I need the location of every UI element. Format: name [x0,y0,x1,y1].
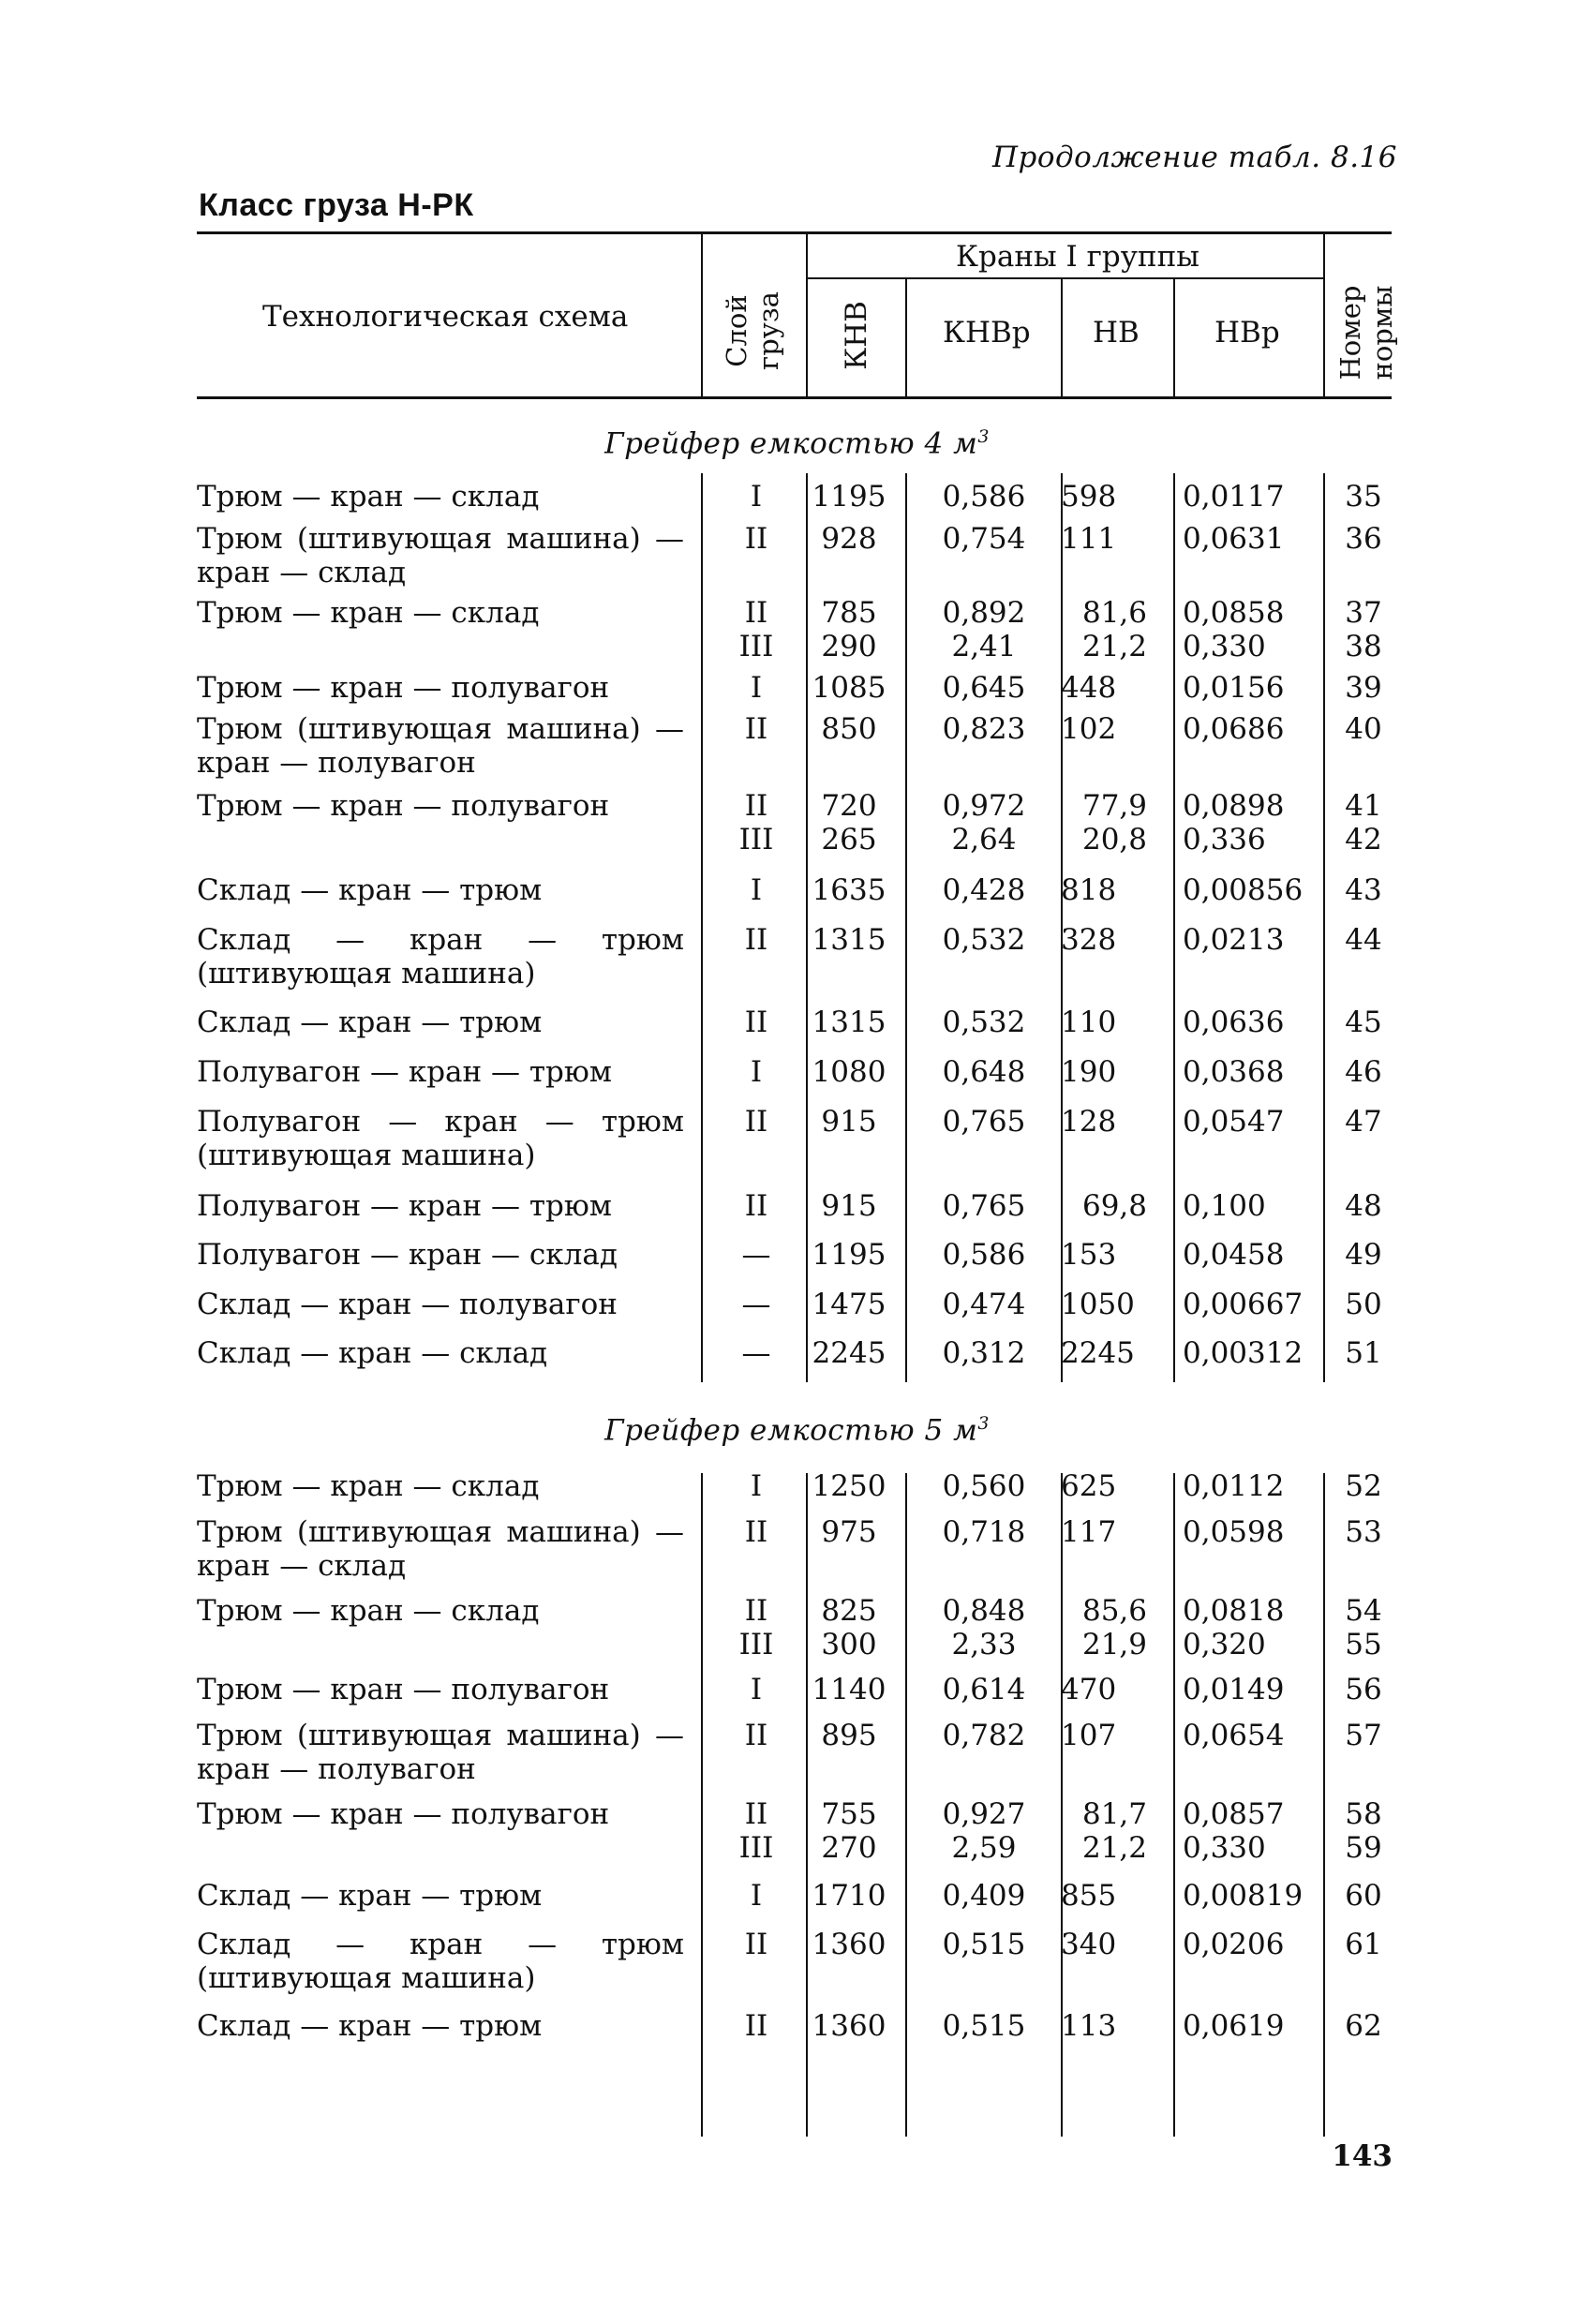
cell-layer: II [744,1105,768,1139]
cargo-class-title: Класс груза Н-РК [199,187,474,223]
cell-knvp: 0,765 [942,1189,1026,1223]
cell-knv: 270 [821,1831,877,1865]
cell-knv: 975 [821,1515,877,1549]
cell-norm-number: 62 [1345,2009,1382,2043]
cell-knv: 290 [821,630,877,663]
header-sep-nv [1173,279,1175,396]
body-sep-nvp [1323,473,1325,1382]
cell-nvp: 0,0458 [1183,1238,1285,1272]
cell-scheme: Склад — кран — трюм [197,2009,543,2043]
cell-layer: II [744,1797,768,1831]
cell-knvp: 0,972 [942,789,1026,823]
cell-layer: II [744,596,768,630]
cell-layer: I [750,1055,763,1089]
cell-norm-number: 56 [1345,1673,1382,1706]
cell-nvp: 0,0898 [1183,789,1285,823]
cell-norm-number: 41 [1345,789,1382,823]
body-sep-nvp-2 [1323,1473,1325,2137]
cell-nv: 113 [1061,2009,1117,2043]
cell-knv: 895 [821,1719,877,1752]
body-sep-nv-2 [1173,1473,1175,2137]
cell-layer: III [738,823,774,857]
cell-knvp: 0,532 [942,1006,1026,1039]
cell-layer: III [738,1628,774,1661]
cell-norm-number: 38 [1345,630,1382,663]
cell-layer: II [744,1006,768,1039]
cell-nvp: 0,0619 [1183,2009,1285,2043]
cell-knv: 1080 [812,1055,886,1089]
cell-nv: 111 [1061,522,1117,556]
cell-knvp: 0,532 [942,923,1026,957]
cell-nvp: 0,0654 [1183,1719,1285,1752]
cell-norm-number: 61 [1345,1928,1382,1961]
cell-scheme: Трюм — кран — полувагон [197,789,610,823]
cell-scheme: Склад — кран — трюм [197,1879,543,1913]
cell-nvp: 0,00312 [1183,1336,1304,1370]
cell-knvp: 2,33 [951,1628,1017,1661]
cell-nvp: 0,0857 [1183,1797,1285,1831]
cell-scheme: Трюм — кран — полувагон [197,671,610,705]
cell-layer: II [744,1719,768,1752]
cell-norm-number: 39 [1345,671,1382,705]
cell-knvp: 0,754 [942,522,1026,556]
cell-scheme: Трюм (штивующая машина) — кран — склад [197,522,684,589]
cell-knvp: 0,927 [942,1797,1026,1831]
cell-knv: 850 [821,712,877,746]
cell-norm-number: 43 [1345,873,1382,907]
cell-layer: — [741,1336,771,1370]
cell-knvp: 2,59 [951,1831,1017,1865]
cell-knvp: 0,515 [942,1928,1026,1961]
cell-norm-number: 44 [1345,923,1382,957]
cell-knv: 1710 [812,1879,886,1913]
cell-nv: 117 [1061,1515,1117,1549]
cell-knv: 928 [821,522,877,556]
cell-nvp: 0,0213 [1183,923,1285,957]
cell-layer: — [741,1288,771,1321]
cell-norm-number: 59 [1345,1831,1382,1865]
cell-nvp: 0,00819 [1183,1879,1304,1913]
cell-nv: 1050 [1061,1288,1135,1321]
header-sep-knv [905,279,907,396]
cell-norm-number: 40 [1345,712,1382,746]
cell-knvp: 0,645 [942,671,1026,705]
header-sep-scheme [701,234,703,396]
cell-norm-number: 54 [1345,1594,1382,1628]
cell-scheme: Склад — кран — полувагон [197,1288,618,1321]
cell-nv: 328 [1061,923,1117,957]
cell-nvp: 0,0368 [1183,1055,1285,1089]
cell-nvp: 0,0818 [1183,1594,1285,1628]
cell-nvp: 0,0547 [1183,1105,1285,1139]
column-header-cranes-group: Краны I группы [956,240,1199,274]
cell-nv: 81,6 [1081,596,1147,630]
table-header-bottom-rule [197,396,1392,399]
cell-nv: 153 [1061,1238,1117,1272]
cell-scheme: Полувагон — кран — трюм (штивующая машина) [197,1105,684,1172]
cell-nv: 448 [1061,671,1117,705]
cell-layer: II [744,712,768,746]
cell-layer: II [744,522,768,556]
cell-nvp: 0,0156 [1183,671,1285,705]
cell-norm-number: 55 [1345,1628,1382,1661]
cell-scheme: Трюм — кран — склад [197,480,540,514]
cell-nv: 598 [1061,480,1117,514]
body-sep-scheme-2 [701,1473,703,2137]
cell-scheme: Склад — кран — трюм [197,873,543,907]
cell-knvp: 0,823 [942,712,1026,746]
cell-knv: 1195 [812,480,886,514]
cell-knvp: 0,718 [942,1515,1026,1549]
cell-scheme: Трюм — кран — полувагон [197,1673,610,1706]
cell-nv: 21,2 [1081,630,1147,663]
cell-knv: 1475 [812,1288,886,1321]
continuation-caption: Продолжение табл. 8.16 [991,141,1397,174]
cell-layer: I [750,1879,763,1913]
cell-knvp: 0,474 [942,1288,1026,1321]
body-sep-knv [905,473,907,1382]
cell-knvp: 2,41 [951,630,1017,663]
cell-knvp: 0,782 [942,1719,1026,1752]
cell-knvp: 0,409 [942,1879,1026,1913]
cell-nv: 107 [1061,1719,1117,1752]
cell-scheme: Трюм (штивующая машина) — кран — полувагон [197,1719,684,1786]
cell-scheme: Трюм (штивующая машина) — кран — склад [197,1515,684,1583]
cell-knv: 1635 [812,873,886,907]
cell-nvp: 0,330 [1183,630,1266,663]
cell-norm-number: 50 [1345,1288,1382,1321]
body-sep-scheme [701,473,703,1382]
cell-nv: 21,2 [1081,1831,1147,1865]
cell-knv: 755 [821,1797,877,1831]
cell-knv: 1195 [812,1238,886,1272]
cell-scheme: Склад — кран — склад [197,1336,548,1370]
cell-layer: II [744,1515,768,1549]
cell-scheme: Трюм — кран — склад [197,1469,540,1503]
cell-nv: 77,9 [1081,789,1147,823]
column-header-nv: НВ [1093,316,1140,350]
cell-layer: II [744,1928,768,1961]
cell-scheme: Полувагон — кран — склад [197,1238,618,1272]
cell-knvp: 0,765 [942,1105,1026,1139]
cell-norm-number: 57 [1345,1719,1382,1752]
cell-nvp: 0,336 [1183,823,1266,857]
cell-norm-number: 52 [1345,1469,1382,1503]
cell-knvp: 0,892 [942,596,1026,630]
cell-nv: 2245 [1061,1336,1135,1370]
header-sep-nvp [1323,234,1325,396]
cell-norm-number: 53 [1345,1515,1382,1549]
cell-knvp: 0,312 [942,1336,1026,1370]
cell-nvp: 0,0149 [1183,1673,1285,1706]
cell-norm-number: 37 [1345,596,1382,630]
cell-nv: 102 [1061,712,1117,746]
cell-norm-number: 60 [1345,1879,1382,1913]
cell-knv: 1315 [812,1006,886,1039]
cell-scheme: Полувагон — кран — трюм [197,1055,613,1089]
cell-knv: 915 [821,1189,877,1223]
cell-scheme: Склад — кран — трюм (штивующая машина) [197,1928,684,1995]
column-header-norm-number: Номер нормы [1334,285,1398,380]
cell-layer: I [750,671,763,705]
column-header-nvp: НВр [1214,316,1280,350]
cell-layer: — [741,1238,771,1272]
cell-nvp: 0,0117 [1183,480,1285,514]
column-header-knvp: КНВр [943,316,1031,350]
table-top-rule [197,231,1392,234]
cell-norm-number: 49 [1345,1238,1382,1272]
cell-scheme: Склад — кран — трюм (штивующая машина) [197,923,684,991]
cell-layer: II [744,923,768,957]
cell-nv: 340 [1061,1928,1117,1961]
cell-knv: 1140 [812,1673,886,1706]
cell-nv: 818 [1061,873,1117,907]
cell-norm-number: 35 [1345,480,1382,514]
cell-layer: III [738,1831,774,1865]
cell-knvp: 0,560 [942,1469,1026,1503]
cell-nvp: 0,0686 [1183,712,1285,746]
cell-layer: II [744,789,768,823]
cell-scheme: Трюм (штивующая машина) — кран — полувагон [197,712,684,780]
cell-nv: 110 [1061,1006,1117,1039]
cell-nv: 20,8 [1081,823,1147,857]
page-number: 143 [1332,2139,1393,2173]
cell-scheme: Склад — кран — трюм [197,1006,543,1039]
cell-knvp: 0,515 [942,2009,1026,2043]
cell-norm-number: 42 [1345,823,1382,857]
cell-knv: 1360 [812,1928,886,1961]
cell-layer: II [744,1189,768,1223]
cell-nvp: 0,0636 [1183,1006,1285,1039]
cell-nv: 21,9 [1081,1628,1147,1661]
cell-layer: I [750,1673,763,1706]
cell-layer: III [738,630,774,663]
cell-knv: 785 [821,596,877,630]
cell-nvp: 0,00856 [1183,873,1304,907]
cell-layer: II [744,1594,768,1628]
header-sep-layer [806,234,808,396]
cell-nvp: 0,320 [1183,1628,1266,1661]
cell-layer: I [750,873,763,907]
cell-nv: 81,7 [1081,1797,1147,1831]
cell-norm-number: 46 [1345,1055,1382,1089]
cell-nvp: 0,0598 [1183,1515,1285,1549]
cell-nv: 69,8 [1081,1189,1147,1223]
cell-knvp: 0,648 [942,1055,1026,1089]
cell-knv: 265 [821,823,877,857]
section-title-grab-5: Грейфер емкостью 5 $м^3$ [604,1413,990,1448]
cell-knvp: 0,586 [942,480,1026,514]
cell-norm-number: 51 [1345,1336,1382,1370]
cell-knv: 1085 [812,671,886,705]
cell-knv: 1360 [812,2009,886,2043]
body-sep-nv [1173,473,1175,1382]
cell-scheme: Полувагон — кран — трюм [197,1189,613,1223]
cell-nv: 470 [1061,1673,1117,1706]
header-sep-knvp [1061,279,1063,396]
cell-nvp: 0,100 [1183,1189,1266,1223]
cell-knv: 1250 [812,1469,886,1503]
cell-layer: I [750,480,763,514]
cell-layer: II [744,2009,768,2043]
cell-layer: I [750,1469,763,1503]
cell-norm-number: 36 [1345,522,1382,556]
cell-knvp: 2,64 [951,823,1017,857]
cell-scheme: Трюм — кран — полувагон [197,1797,610,1831]
cell-scheme: Трюм — кран — склад [197,1594,540,1628]
cell-nvp: 0,0858 [1183,596,1285,630]
cell-knv: 720 [821,789,877,823]
cell-nvp: 0,00667 [1183,1288,1304,1321]
cell-nv: 625 [1061,1469,1117,1503]
cell-norm-number: 45 [1345,1006,1382,1039]
cranes-group-underline [808,277,1323,279]
cell-nv: 128 [1061,1105,1117,1139]
cell-nvp: 0,330 [1183,1831,1266,1865]
column-header-knv: КНВ [840,301,873,370]
cell-nv: 85,6 [1081,1594,1147,1628]
cell-norm-number: 47 [1345,1105,1382,1139]
cell-nv: 855 [1061,1879,1117,1913]
cell-knv: 915 [821,1105,877,1139]
section-title-grab-4: Грейфер емкостью 4 $м^3$ [604,426,990,461]
cell-knvp: 0,586 [942,1238,1026,1272]
cell-knv: 300 [821,1628,877,1661]
cell-norm-number: 58 [1345,1797,1382,1831]
cell-knvp: 0,848 [942,1594,1026,1628]
cell-nvp: 0,0206 [1183,1928,1285,1961]
cell-nvp: 0,0631 [1183,522,1285,556]
cell-knv: 825 [821,1594,877,1628]
cell-norm-number: 48 [1345,1189,1382,1223]
column-header-scheme: Технологическая схема [262,300,629,334]
cell-nvp: 0,0112 [1183,1469,1285,1503]
cell-knvp: 0,428 [942,873,1026,907]
cell-knv: 2245 [812,1336,886,1370]
cell-knv: 1315 [812,923,886,957]
cell-scheme: Трюм — кран — склад [197,596,540,630]
cell-knvp: 0,614 [942,1673,1026,1706]
cell-nv: 190 [1061,1055,1117,1089]
column-header-layer: Слой груза [721,291,784,370]
body-sep-knv-2 [905,1473,907,2137]
